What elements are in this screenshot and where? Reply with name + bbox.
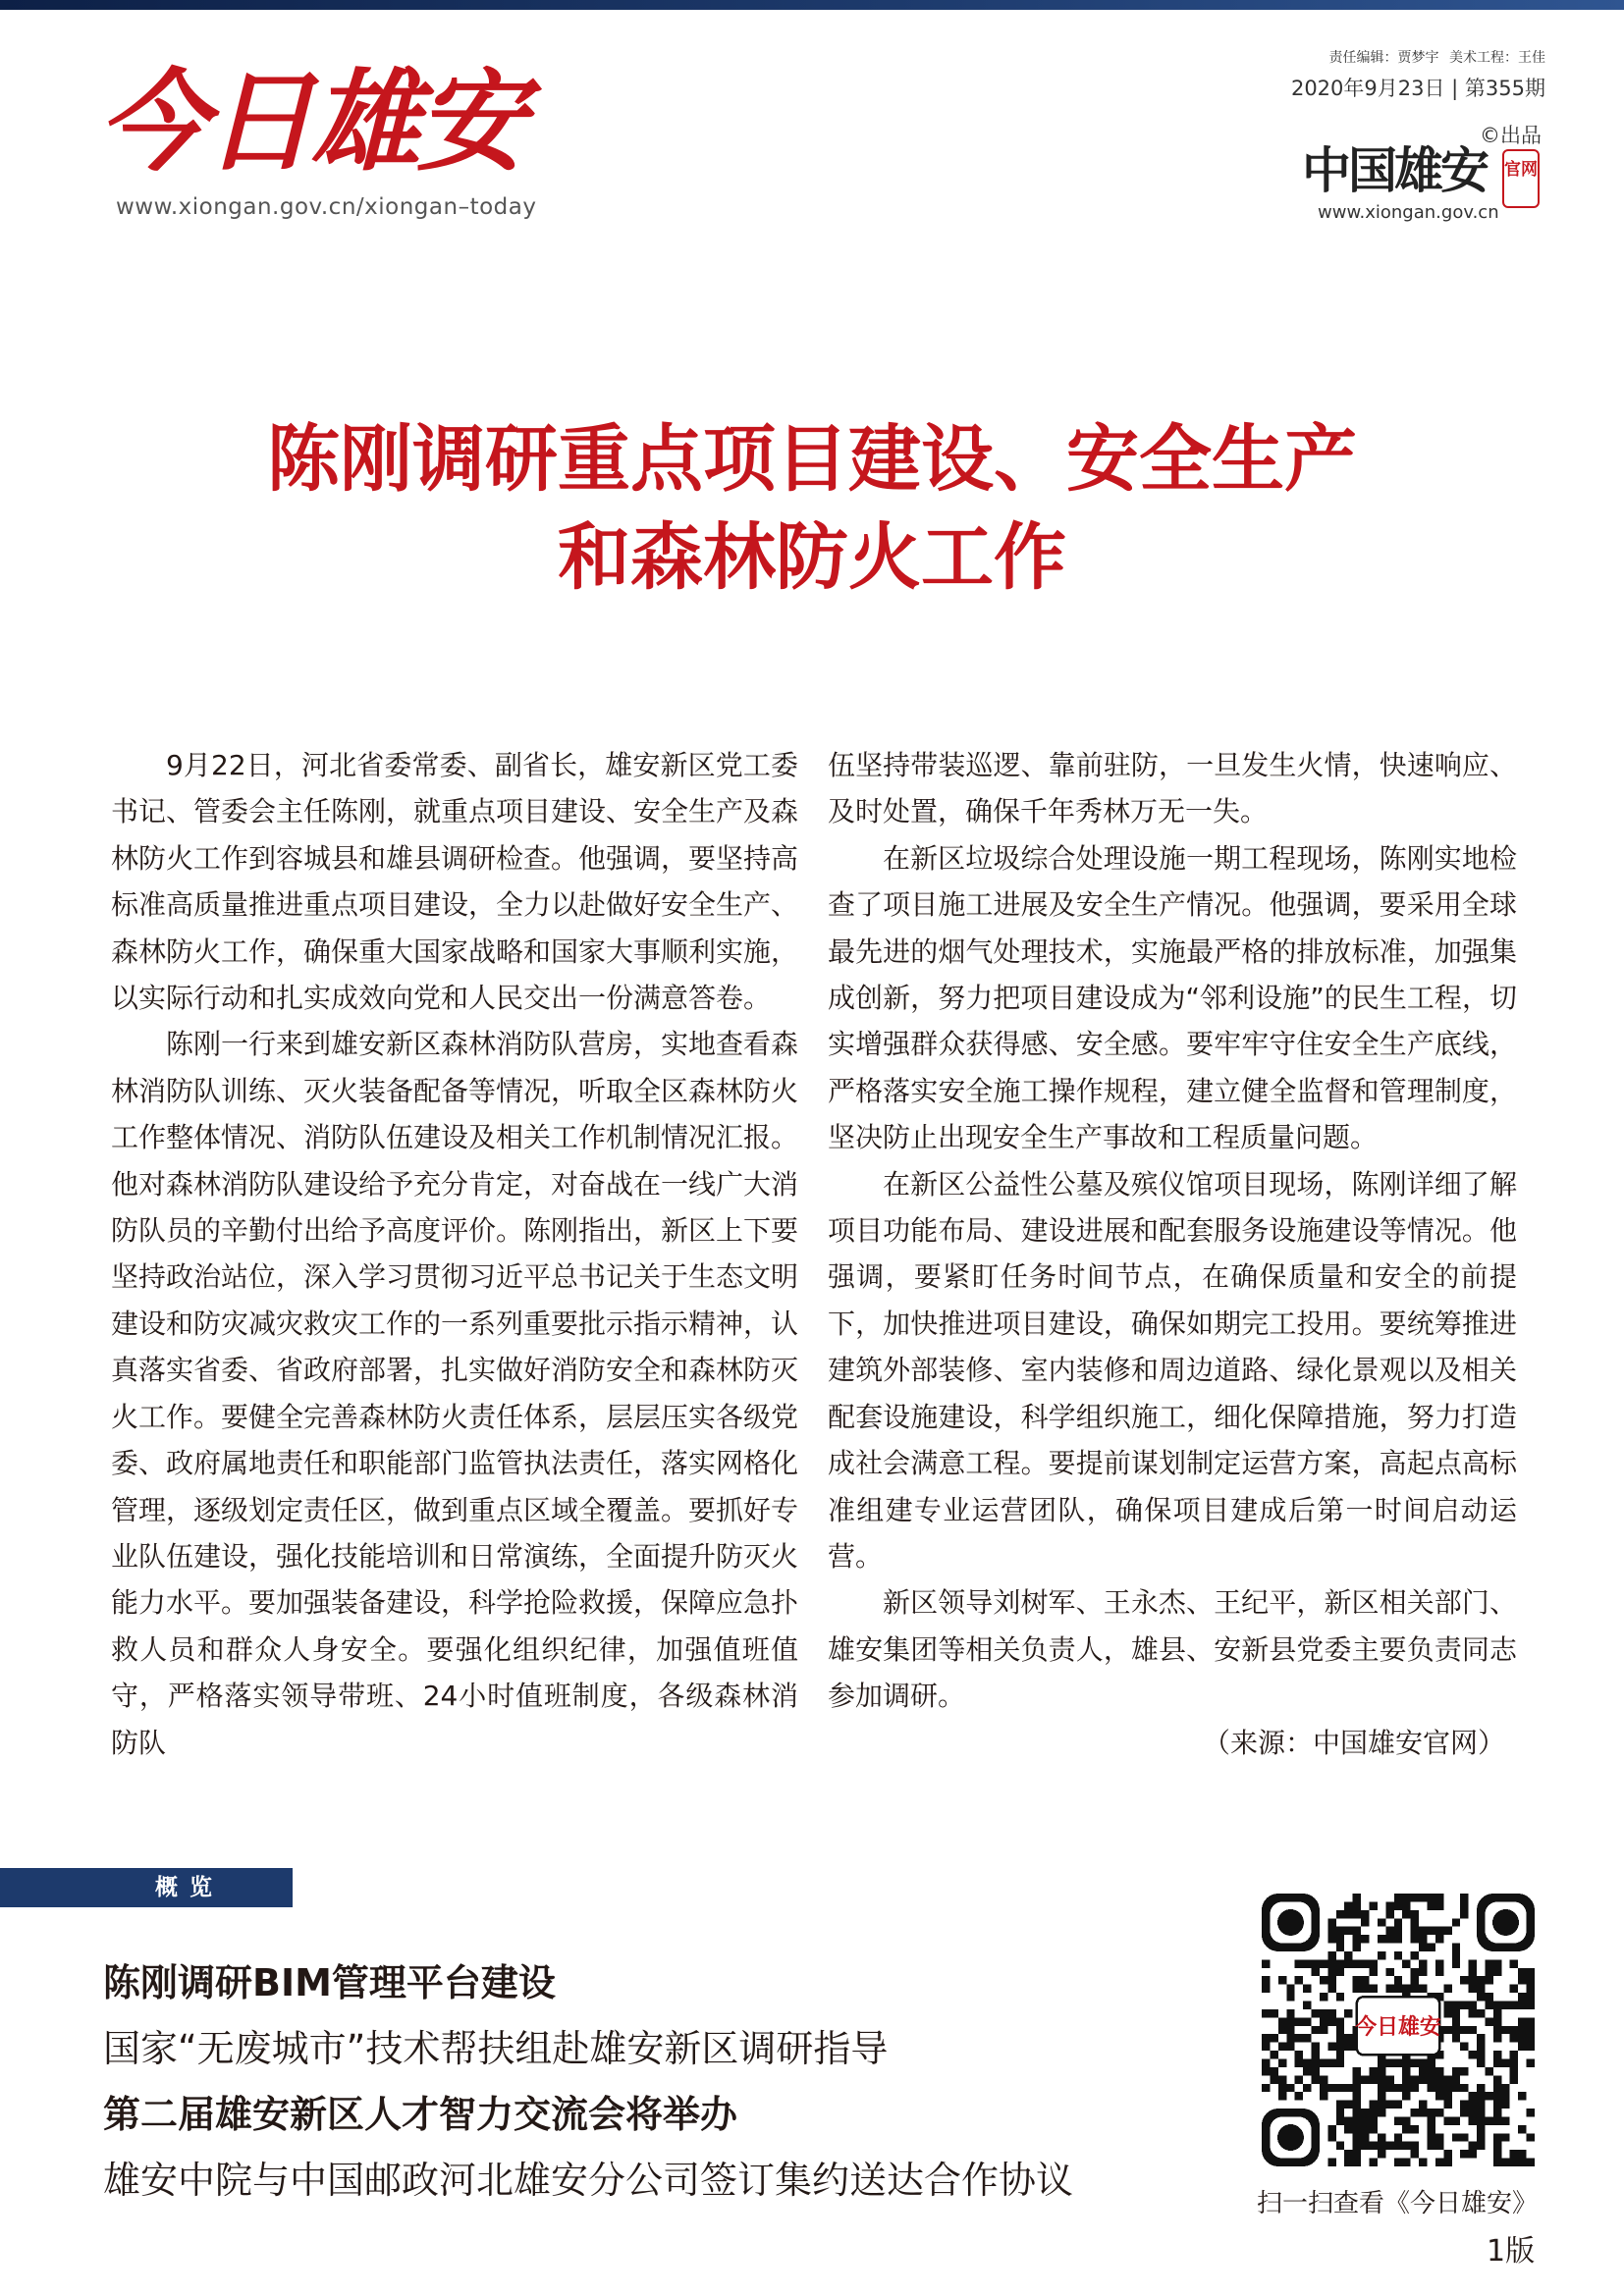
issue-date-number: 2020年9月23日 | 第355期 [1290, 77, 1545, 100]
article-paragraph: 新区领导刘树军、王永杰、王纪平，新区相关部门、雄安集团等相关负责人，雄县、安新县党委主要负责同志参加调研。 [828, 1586, 1517, 1713]
headline [79, 410, 1545, 607]
overview-list [103, 1959, 1073, 2222]
article-paragraph: 在新区公益性公墓及殡仪馆项目现场，陈刚详细了解项目功能布局、建设进展和配套服务设施建设等情况。他强调，要紧盯任务时间节点，在确保质量和安全的前提下，加快推进项目建设，确保如期完工投用。要统筹推进建筑外部装修、室内装修和周边道路、绿化景观以及相关配套设施建设，科学组织施工，细化保障措施，努力打造成社会满意工程。要提前谋划制定运营方案，高起点高标准组建专业运营团队，确保项目建成后第一时间启动运营。 [828, 1167, 1517, 1573]
overview-item[interactable]: 第二届雄安新区人才智力交流会将举办 [103, 2093, 738, 2136]
editor-credits [1324, 47, 1545, 67]
overview-section-label: 概览 [0, 1868, 293, 1907]
article-source: （来源：中国雄安官网） [1202, 1726, 1505, 1759]
publisher-logo: 中国雄安 [1302, 141, 1487, 199]
masthead-logo: 今日雄安 [98, 58, 522, 187]
qr-caption: 扫一扫查看《今日雄安》 [1257, 2189, 1539, 2218]
top-accent-bar [0, 0, 1624, 10]
article-paragraph-continued: 伍坚持带装巡逻、靠前驻防，一旦发生火情，快速响应、及时处置，确保千年秀林万无一失。 [828, 749, 1517, 828]
publisher-url[interactable]: www.xiongan.gov.cn [1318, 202, 1499, 223]
produced-by-label: ©出品 [1480, 124, 1542, 147]
overview-item[interactable]: 国家“无废城市”技术帮扶组赴雄安新区调研指导 [103, 2027, 889, 2070]
qr-code[interactable] [1262, 1894, 1535, 2166]
masthead-url[interactable]: www.xiongan.gov.cn/xiongan–today [116, 194, 537, 220]
overview-item[interactable]: 陈刚调研BIM管理平台建设 [103, 1961, 556, 2004]
article-paragraph: 9月22日，河北省委常委、副省长，雄安新区党工委书记、管委会主任陈刚，就重点项目建设、安全生产及森林防火工作到容城县和雄县调研检查。他强调，要坚持高标准高质量推进重点项目建设，全力以赴做好安全生产、森林防火工作，确保重大国家战略和国家大事顺利实施，以实际行动和扎实成效向党和人民交出一份满意答卷。 [111, 749, 799, 1015]
art-editor: 美术工程：王佳 [1449, 50, 1545, 66]
article-column-right [828, 742, 1517, 1766]
article-paragraph: 陈刚一行来到雄安新区森林消防队营房，实地查看森林消防队训练、灭火装备配备等情况，听取全区森林防火工作整体情况、消防队伍建设及相关工作机制情况汇报。他对森林消防队建设给予充分肯定，对奋战在一线广大消防队员的辛勤付出给予高度评价。陈刚指出，新区上下要坚持政治站位，深入学习贯彻习近平总书记关于生态文明建设和防灾减灾救灾工作的一系列重要批示指示精神，认真落实省委、省政府部署，扎实做好消防安全和森林防灭火工作。要健全完善森林防火责任体系，层层压实各级党委、政府属地责任和职能部门监管执法责任，落实网格化管理，逐级划定责任区，做到重点区域全覆盖。要抓好专业队伍建设，强化技能培训和日常演练，全面提升防灭火能力水平。要加强装备建设，科学抢险救援，保障应急扑救人员和群众人身安全。要强化组织纪律，加强值班值守，严格落实领导带班、24小时值班制度，各级森林消防队 [111, 1028, 799, 1759]
headline-line-2: 和森林防火工作 [558, 515, 1066, 600]
responsible-editor: 责任编辑：贾梦宇 [1328, 50, 1439, 66]
article-column-left [111, 742, 798, 1766]
headline-line-1: 陈刚调研重点项目建设、安全生产 [267, 417, 1357, 502]
publisher-seal-icon: 官网 [1502, 149, 1540, 208]
page-number: 1版 [1487, 2234, 1536, 2269]
overview-item[interactable]: 雄安中院与中国邮政河北雄安分公司签订集约送达合作协议 [103, 2159, 1074, 2202]
article-paragraph: 在新区垃圾综合处理设施一期工程现场，陈刚实地检查了项目施工进展及安全生产情况。他强调，要采用全球最先进的烟气处理技术，实施最严格的排放标准，加强集成创新，努力把项目建设成为“邻利设施”的民生工程，切实增强群众获得感、安全感。要牢牢守住安全生产底线，严格落实安全施工操作规程，建立健全监督和管理制度，坚决防止出现安全生产事故和工程质量问题。 [828, 841, 1517, 1154]
qr-center-logo: 今日雄安 [1355, 2014, 1441, 2041]
